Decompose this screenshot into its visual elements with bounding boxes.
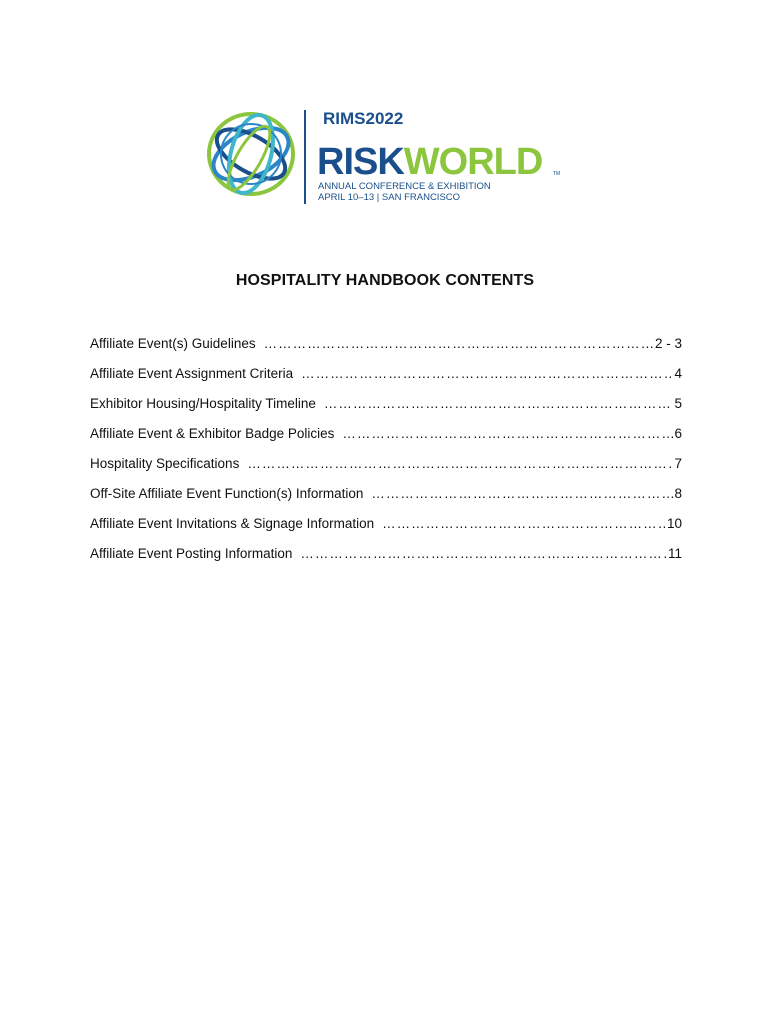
toc-item-page: 4 <box>674 366 682 381</box>
logo-tagline: ANNUAL CONFERENCE & EXHIBITION <box>318 181 491 192</box>
toc-item-label: Hospitality Specifications <box>90 456 240 471</box>
toc-item <box>90 486 682 516</box>
toc-item <box>90 336 682 366</box>
toc-item <box>90 456 682 486</box>
toc-item <box>90 426 682 456</box>
toc-leader-dots <box>247 456 673 471</box>
svg-text:RISKWORLD <box>317 141 542 183</box>
riskworld-wordmark <box>315 104 570 204</box>
toc-item-label: Affiliate Event & Exhibitor Badge Policies <box>90 426 335 441</box>
toc-item-page: 6 <box>674 426 682 441</box>
toc-item-label: Affiliate Event(s) Guidelines <box>90 336 256 351</box>
risk-word: RISK <box>317 141 404 183</box>
toc-leader-dots <box>300 546 667 561</box>
toc-leader-dots <box>301 366 673 381</box>
toc-item-page: 8 <box>674 486 682 501</box>
toc-leader-dots <box>371 486 673 501</box>
toc-leader-dots <box>382 516 666 531</box>
toc-leader-dots <box>264 336 654 351</box>
logo-divider <box>304 110 306 204</box>
world-word: WORLD <box>403 141 543 183</box>
page-title: HOSPITALITY HANDBOOK CONTENTS <box>235 272 535 289</box>
toc-item <box>90 516 682 546</box>
table-of-contents <box>90 336 682 576</box>
toc-leader-dots <box>324 396 674 411</box>
toc-item-page: 7 <box>674 456 682 471</box>
rims-brand: RIMS2022 <box>323 109 404 128</box>
toc-item-label: Affiliate Event Posting Information <box>90 546 293 561</box>
toc-item-page: 10 <box>666 516 682 531</box>
toc-item-label: Affiliate Event Assignment Criteria <box>90 366 294 381</box>
logo-dates-location: APRIL 10–13 | SAN FRANCISCO <box>318 192 461 203</box>
toc-item-page: 2 - 3 <box>654 336 682 351</box>
toc-item <box>90 546 682 576</box>
toc-leader-dots <box>342 426 673 441</box>
toc-item <box>90 396 682 426</box>
toc-item-label: Exhibitor Housing/Hospitality Timeline <box>90 396 316 411</box>
rims-riskworld-logo <box>205 104 570 204</box>
toc-item-page: 11 <box>667 546 682 561</box>
toc-item-label: Affiliate Event Invitations & Signage Information <box>90 516 375 531</box>
trademark-mark: TM <box>553 171 561 177</box>
globe-icon <box>205 108 297 200</box>
toc-item-page: 5 <box>674 396 682 411</box>
toc-item <box>90 366 682 396</box>
toc-item-label: Off-Site Affiliate Event Function(s) Information <box>90 486 364 501</box>
